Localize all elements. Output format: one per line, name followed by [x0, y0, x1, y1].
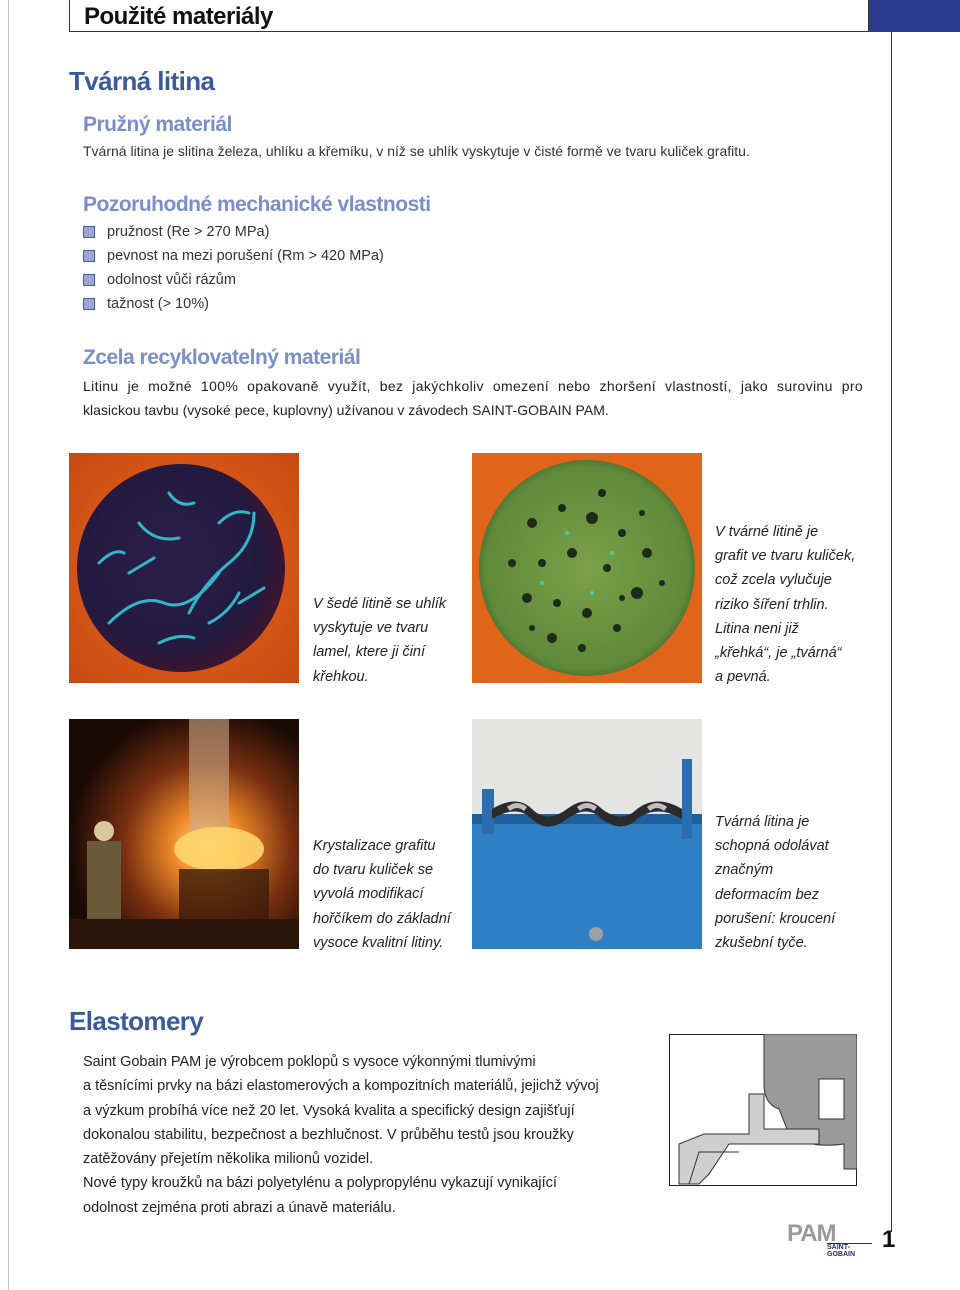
list-item: tažnost (> 10%)	[83, 292, 384, 316]
paragraph-flexible-material: Tvárná litina je slitina železa, uhlíku a křemíku, v níž se uhlík vyskytuje v čisté formě ve tvaru kuliček grafitu.	[83, 143, 750, 159]
section-title-ductile-iron: Tvárná litina	[69, 66, 215, 96]
header-accent-bar	[869, 0, 960, 32]
square-bullet-icon	[83, 226, 95, 238]
paragraph-recyclable: Litinu je možné 100% opakovaně využít, bez jakýchkoliv omezení nebo zhoršení vlastností, jako surovinu pro klasickou tavbu (vysoké pece, kuplovny) užívanou v závodech SAINT-GOBAIN PAM.	[83, 378, 863, 418]
ductile-iron-micrograph-image	[472, 453, 702, 683]
list-item: odolnost vůči rázům	[83, 268, 384, 292]
properties-list	[83, 220, 384, 316]
square-bullet-icon	[83, 274, 95, 286]
page-number: 1	[882, 1226, 896, 1253]
seal-cross-section-drawing	[669, 1034, 857, 1186]
caption-grey-iron: V šedé litině se uhlík vyskytuje ve tvaru lamel, ktere ji činí křehkou.	[313, 596, 446, 685]
pam-logo: PAM SAINT-GOBAIN	[787, 1222, 872, 1254]
caption-ductile-iron: V tvárné litině je grafit ve tvaru kuliček, což zcela vylučuje riziko šíření trhlin. Litina neni již „křehká“, je „tvárná“ a pevná.	[715, 524, 856, 686]
section-title-elastomers: Elastomery	[69, 1006, 204, 1036]
square-bullet-icon	[83, 298, 95, 310]
paragraph-elastomers: Saint Gobain PAM je výrobcem poklopů s vysoce výkonnými tlumivými a těsnícími prvky na bázi elastomerových a kompozitních materiálů, jejichž vývoj a výzkum probíhá více než 20 let. Vysoká kvalita a specifický design zajišťují dokonalou stabilitu, bezpečnost a bezhlučnost. V průběhu testů jsou kroužky zatěžovány přejetím několika milionů vozidel. Nové typy kroužků na bázi polyetylénu a polypropylénu vykazují vynikající odolnost zejména proti abrazi a únavě materiálu.	[83, 1054, 599, 1216]
grey-iron-micrograph-image	[69, 453, 299, 683]
square-bullet-icon	[83, 250, 95, 262]
page-margin-rule	[8, 0, 9, 1290]
page-title: Použité materiály	[84, 3, 273, 30]
foundry-photo-image	[69, 719, 299, 949]
list-item: pevnost na mezi porušení (Rm > 420 MPa)	[83, 244, 384, 268]
right-margin-rule	[891, 32, 892, 1232]
subheading-recyclable: Zcela recyklovatelný materiál	[83, 346, 361, 369]
twisted-test-bar-image	[472, 719, 702, 949]
subheading-flexible-material: Pružný materiál	[83, 113, 232, 136]
subheading-mechanical-properties: Pozoruhodné mechanické vlastnosti	[83, 193, 431, 216]
caption-deformation: Tvárná litina je schopná odolávat značným deformacím bez porušení: kroucení zkušební tyče.	[715, 814, 836, 952]
list-item: pružnost (Re > 270 MPa)	[83, 220, 384, 244]
caption-crystallization: Krystalizace grafitu do tvaru kuliček se vyvolá modifikací hořčíkem do základní vysoce kvalitní litiny.	[313, 838, 451, 951]
